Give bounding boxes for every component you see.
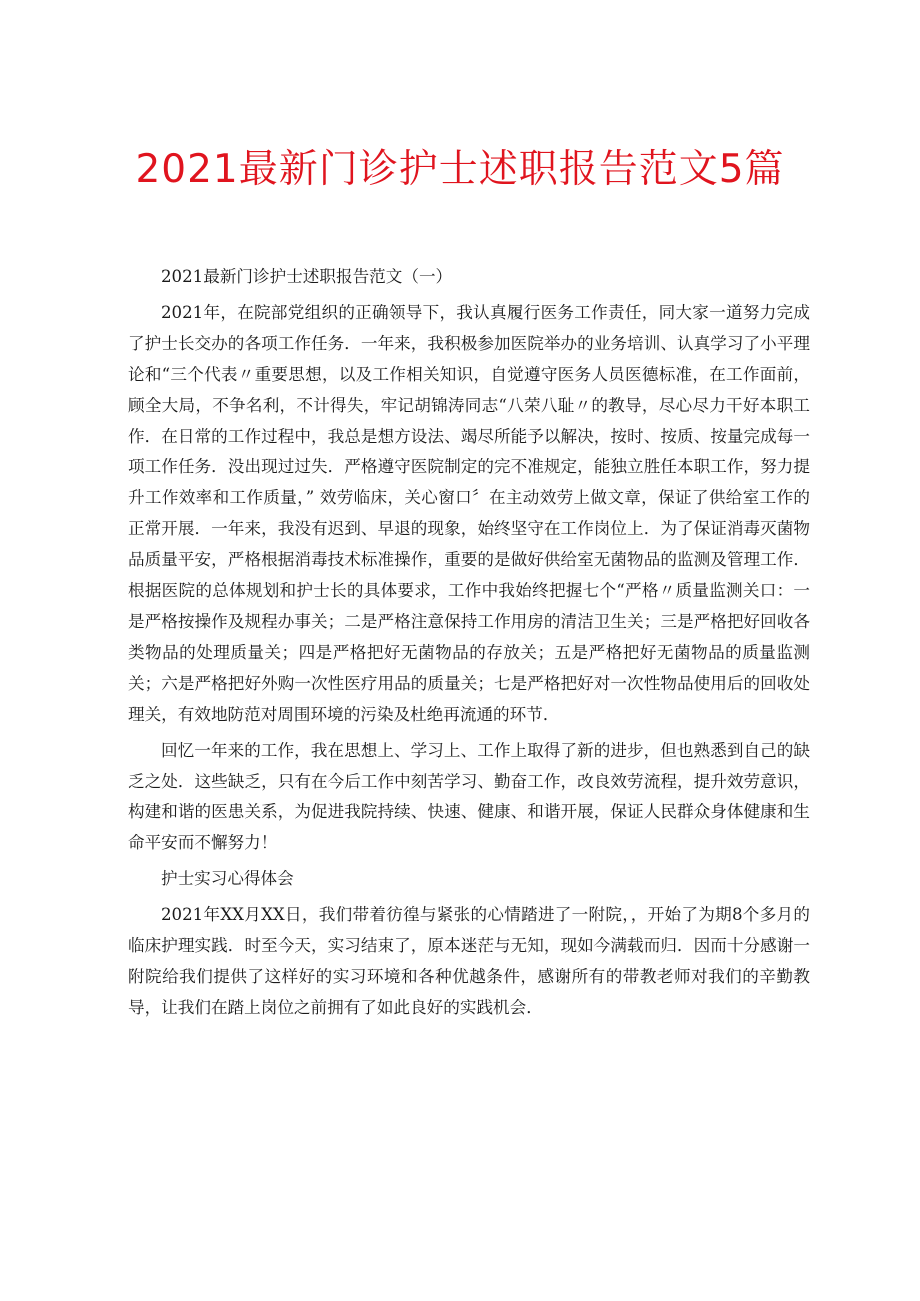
paragraph: 2021年，在院部党组织的正确领导下，我认真履行医务工作责任，同大家一道努力完成了护士长交办的各项工作任务．一年来，我积极参加医院举办的业务培训、认真学习了小平理论和“三个代表〃重要思想，以及工作相关知识，自觉遵守医务人员医德标准，在工作面前，顾全大局，不争名利，不计得失，牢记胡锦涛同志“八荣八耻〃的教导，尽心尽力干好本职工作．在日常的工作过程中，我总是想方设法、竭尽所能予以解决，按时、按质、按量完成每一项工作任务．没出现过过失．严格遵守医院制定的完不准规定，能独立胜任本职工作，努力提升工作效率和工作质量，” 效劳临床，关心窗口〞在主动效劳上做文章，保证了供给室工作的正常开展．一年来，我没有迟到、早退的现象，始终坚守在工作岗位上．为了保证消毒灭菌物品质量平安，严格根据消毒技术标准操作，重要的是做好供给室无菌物品的监测及管理工作．根据医院的总体规划和护士长的具体要求，工作中我始终把握七个“严格〃质量监测关口：一是严格按操作及规程办事关；二是严格注意保持工作用房的清洁卫生关；三是严格把好回收各类物品的处理质量关；四是严格把好无菌物品的存放关；五是严格把好无菌物品的质量监测关；六是严格把好外购一次性医疗用品的质量关；七是严格把好对一次性物品使用后的回收处理关，有效地防范对周围环境的污染及杜绝再流通的环节． — [128, 302, 810, 724]
paragraph: 2021年XX月XX日，我们带着彷徨与紧张的心情踏进了一附院，，开始了为期8个多月的临床护理实践．时至今天，实习结束了，原本迷茫与无知，现如今满载而归．因而十分感谢一附院给我们提供了这样好的实习环境和各种优越条件，感谢所有的带教老师对我们的辛勤教导，让我们在踏上岗位之前拥有了如此良好的实践机会． — [128, 905, 810, 1017]
section-heading: 护士实习心得体会 — [161, 869, 294, 889]
paragraph: 回忆一年来的工作，我在思想上、学习上、工作上取得了新的进步，但也熟悉到自己的缺乏之处．这些缺乏，只有在今后工作中刻苦学习、勤奋工作，改良效劳流程，提升效劳意识，构建和谐的医患关系，为促进我院持续、快速、健康、和谐开展，保证人民群众身体健康和生命平安而不懈努力！ — [128, 740, 810, 853]
section-heading: 2021最新门诊护士述职报告范文（一） — [161, 267, 453, 286]
page-title: 2021最新门诊护士述职报告范文5篇 — [135, 147, 785, 192]
document-body — [128, 262, 810, 1029]
